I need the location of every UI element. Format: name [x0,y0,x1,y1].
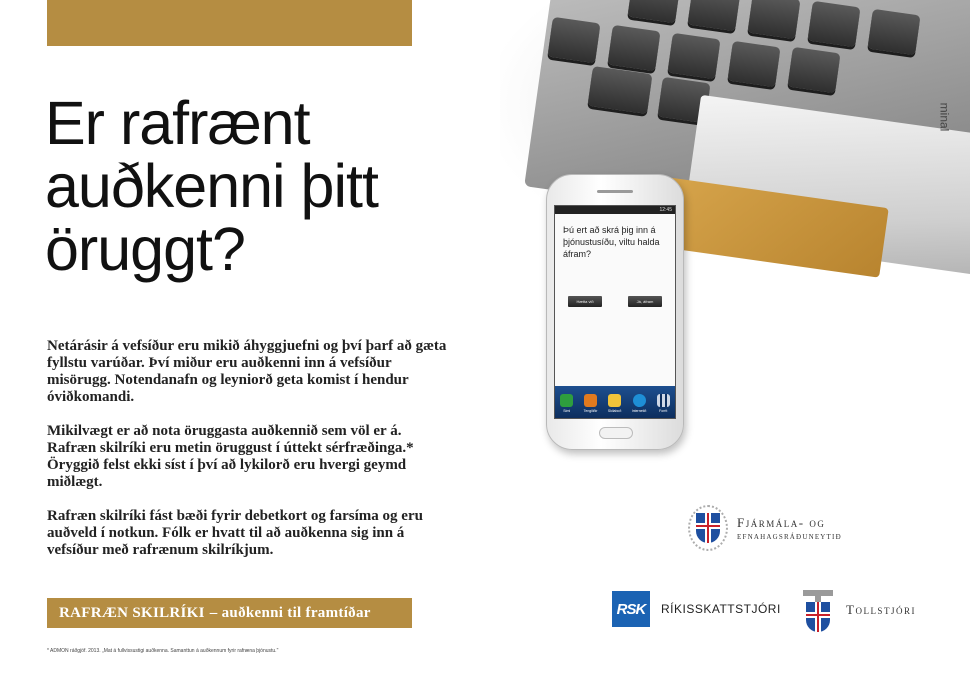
prompt-buttons [555,296,675,307]
home-button[interactable] [599,427,633,439]
smartphone [546,174,684,450]
card-reader-label: minal [937,102,952,132]
keyboard-key [667,33,720,79]
messages-icon [608,394,621,407]
phone-screen [554,205,676,419]
login-prompt: Þú ert að skrá þig inn á þjónustusíðu, viltu halda áfram? [563,225,660,259]
confirm-button[interactable]: Já, áfram [628,296,662,307]
rsk-logo [612,591,781,627]
headline [45,89,465,283]
tagline-caps: RAFRÆN SKILRÍKI [59,604,205,621]
ministry-logo [688,505,842,551]
headline-line-2: auðkenni þitt [45,152,378,220]
headline-line-3: öruggt? [45,215,245,283]
top-accent-bar [47,0,412,46]
keyboard-key [588,66,653,114]
dock-item-messages[interactable]: Skilaboð [608,394,621,413]
tagline-rest: – auðkenni til framtíðar [209,604,371,621]
rsk-mark: RSK [612,591,650,627]
tollstjori-name: Tollstjóri [846,602,916,617]
tagline-banner [47,598,412,628]
tollstjori-logo [799,590,916,630]
headline-line-1: Er rafrænt [45,89,310,157]
dock-item-contacts[interactable]: Tengiliðir [584,394,598,413]
keyboard-key [727,41,780,87]
status-bar: 12:45 [555,206,675,214]
keyboard-key [747,0,800,39]
paragraph-1: Netárásir á vefsíður eru mikið áhyggjuefni og því þarf að gæta fyllstu varúðar. Því miður eru auðkenni inn á vefsíður misörugg. Notendanafn og leyniorð geta komist í hendur óviðkomandi. [47,338,447,405]
apps-icon [657,394,670,407]
app-dock [555,386,675,418]
ministry-name: Fjármála- og efnahagsráðuneytið [737,514,842,542]
dock-item-phone[interactable]: Sími [560,394,573,413]
paragraph-3: Rafræn skilríki fást bæði fyrir debetkort og farsíma og eru auðveld í notkun. Fólk er hvatt til að auðkenna sig inn á vefsíður með rafrænum skilríkjum. [47,508,423,558]
icelandic-crest-icon [688,505,728,551]
keyboard-key [787,47,840,93]
dock-item-internet[interactable]: Internetið [632,394,647,413]
contacts-icon [584,394,597,407]
keyboard-key [547,17,600,63]
tollstjori-crest-icon [799,590,837,630]
cancel-button[interactable]: Hætta við [568,296,602,307]
footnote: * ADMON ráðgjöf. 2013. „Mat á fullvissustigi auðkenna. Samanttun á auðkennum fyrir rafræna þjónustu." [47,648,279,654]
phone-speaker [597,190,633,193]
paragraph-2: Mikilvægt er að nota öruggasta auðkennið sem völ er á. Rafræn skilríki eru metin öruggust í úttekt sérfræðinga.* Öryggið felst ekki síst í því að lykilorð eru hvergi geymd miðlægt. [47,423,414,490]
dock-item-apps[interactable]: Forrit [657,394,670,413]
rsk-name: RÍKISSKATTSTJÓRI [661,602,781,616]
keyboard-key [607,25,660,71]
internet-icon [633,394,646,407]
keyboard-key [867,9,920,55]
phone-icon [560,394,573,407]
body-text [47,338,447,576]
keyboard-key [807,1,860,47]
